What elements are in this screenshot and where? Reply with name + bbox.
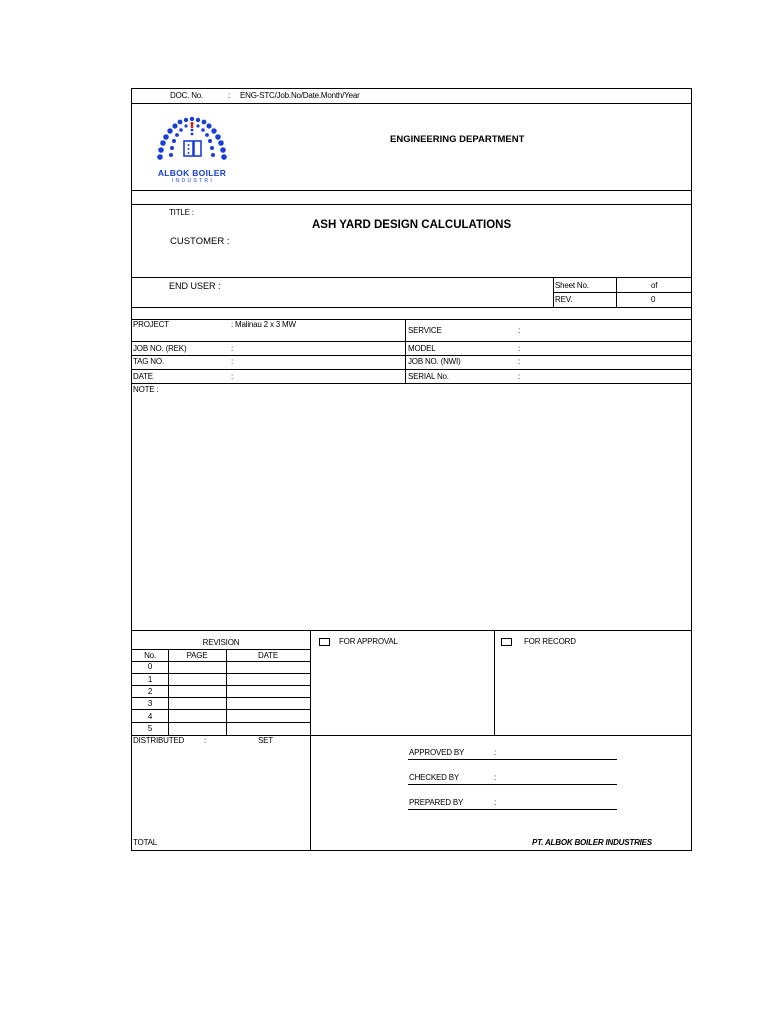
divider [132, 383, 691, 384]
checked-by-colon: : [494, 773, 497, 782]
revision-col-page: PAGE [186, 651, 208, 660]
divider [132, 341, 691, 342]
model-label: MODEL [408, 344, 436, 353]
rev-value: 0 [651, 295, 656, 304]
job-nwi-label: JOB NO. (NWI) [408, 357, 461, 366]
sheet-no-label: Sheet No. [555, 281, 589, 290]
for-approval-checkbox[interactable] [319, 638, 330, 646]
divider [494, 630, 495, 735]
distributed-label: DISTRIBUTED [133, 736, 185, 745]
prepared-by-line[interactable] [408, 809, 617, 810]
company-logo [150, 113, 234, 187]
divider [132, 319, 691, 320]
revision-row-no: 5 [147, 724, 153, 733]
serial-colon: : [518, 372, 521, 381]
divider [132, 307, 691, 308]
divider [405, 319, 406, 383]
divider [132, 673, 310, 674]
logo-sub: I N D U S T R I [171, 178, 213, 184]
divider [132, 204, 691, 205]
serial-label: SERIAL No. [408, 372, 449, 381]
logo-arch-icon [150, 113, 234, 173]
divider [132, 103, 691, 104]
job-rek-colon: : [231, 344, 234, 353]
approved-by-line[interactable] [408, 759, 617, 760]
date-colon: : [231, 372, 234, 381]
document-title: ASH YARD DESIGN CALCULATIONS [312, 219, 512, 231]
divider [132, 722, 310, 723]
revision-row-no: 3 [147, 699, 153, 708]
service-label: SERVICE [408, 326, 442, 335]
divider [132, 735, 691, 736]
date-label: DATE [133, 372, 153, 381]
divider [310, 630, 311, 850]
revision-row-no: 2 [147, 687, 153, 696]
divider [132, 649, 310, 650]
for-record-checkbox[interactable] [501, 638, 512, 646]
project-label: PROJECT [133, 320, 169, 329]
set-label: SET [258, 736, 273, 745]
divider [132, 709, 310, 710]
divider [132, 277, 691, 278]
for-approval-label: FOR APPROVAL [339, 637, 398, 646]
rev-label: REV. [555, 295, 573, 304]
divider [553, 292, 691, 293]
department-title: ENGINEERING DEPARTMENT [390, 134, 525, 145]
divider [132, 355, 691, 356]
doc-no-label: DOC. No. [170, 91, 204, 100]
end-user-label: END USER : [169, 281, 221, 291]
approved-by-colon: : [494, 748, 497, 757]
revision-title: REVISION [202, 638, 240, 647]
checked-by-label: CHECKED BY [409, 773, 460, 782]
logo-name: ALBOK BOILER [157, 168, 227, 178]
tag-no-colon: : [231, 357, 234, 366]
approved-by-label: APPROVED BY [409, 748, 465, 757]
prepared-by-label: PREPARED BY [409, 798, 464, 807]
revision-row-no: 4 [147, 712, 153, 721]
revision-col-date: DATE [258, 651, 278, 660]
service-colon: : [518, 326, 521, 335]
revision-row-no: 0 [147, 662, 153, 671]
title-label: TITLE : [169, 208, 194, 217]
doc-no-colon: : [228, 91, 231, 100]
for-record-label: FOR RECORD [524, 637, 576, 646]
document-form [131, 88, 692, 851]
divider [132, 369, 691, 370]
project-value: : Malinau 2 x 3 MW [231, 320, 296, 329]
divider [132, 630, 691, 631]
revision-col-no: No. [144, 651, 156, 660]
revision-row-no: 1 [147, 675, 153, 684]
checked-by-line[interactable] [408, 784, 617, 785]
revision-rows [132, 661, 310, 735]
doc-no-value: ENG-STC/Job.No/Date.Month/Year [240, 91, 360, 100]
model-colon: : [518, 344, 521, 353]
divider [132, 190, 691, 191]
distributed-colon: : [204, 736, 207, 745]
company-footer: PT. ALBOK BOILER INDUSTRIES [532, 838, 652, 847]
note-label: NOTE : [133, 385, 159, 394]
sheet-no-value: of [651, 281, 658, 290]
divider [132, 697, 310, 698]
total-label: TOTAL [133, 838, 158, 847]
job-nwi-colon: : [518, 357, 521, 366]
prepared-by-colon: : [494, 798, 497, 807]
customer-label: CUSTOMER : [170, 236, 230, 247]
tag-no-label: TAG NO. [133, 357, 164, 366]
divider [132, 685, 310, 686]
job-rek-label: JOB NO. (REK) [133, 344, 187, 353]
